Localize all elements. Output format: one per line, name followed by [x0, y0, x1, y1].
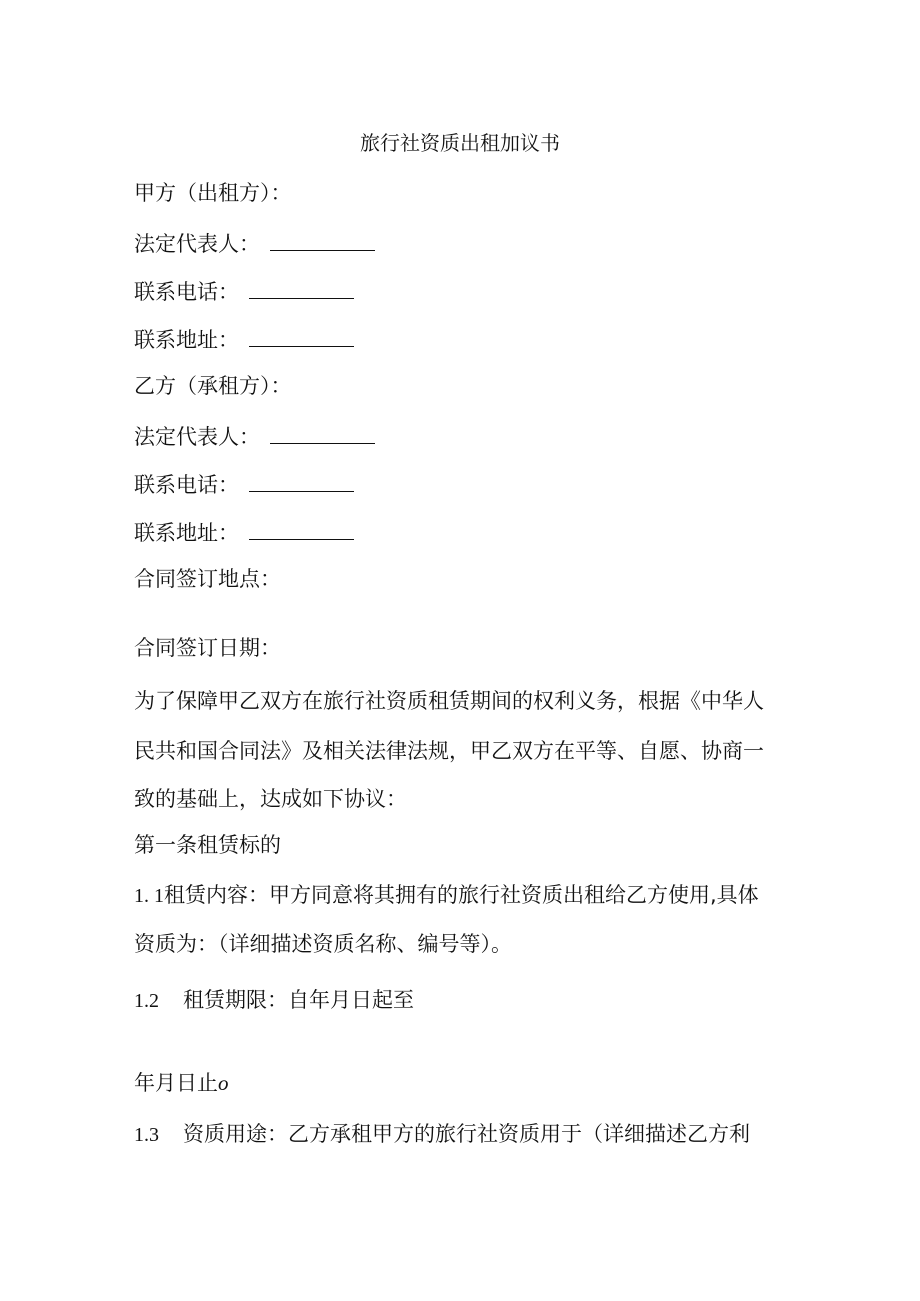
article1-item2-text: 租赁期限：自年月日起至 [183, 988, 414, 1012]
party-a-heading: 甲方（出租方）： [134, 181, 292, 205]
preamble-line-3: 致的基础上，达成如下协议： [134, 787, 407, 811]
party-a-phone-blank[interactable] [249, 278, 354, 299]
party-a-address-blank[interactable] [249, 326, 354, 347]
party-b-heading: 乙方（承租方）： [134, 374, 292, 398]
article1-item2-cont-text: 年月日止 [134, 1071, 218, 1095]
article1-item2-number: 1.2 [134, 990, 159, 1012]
preamble-line-2: 民共和国合同法》及相关法律法规，甲乙双方在平等、自愿、协商一 [134, 739, 764, 763]
article1-item2-line [134, 988, 414, 1013]
party-b-rep-row [134, 423, 375, 449]
document-title: 旅行社资质出租加议书 [360, 131, 560, 155]
article1-item2-end-mark: o [218, 1071, 229, 1095]
sign-place-label: 合同签订地点： [134, 567, 281, 591]
article1-heading: 第一条租赁标的 [134, 833, 281, 857]
party-a-address-label: 联系地址： [134, 328, 239, 352]
article1-item1-number: 1. 1 [134, 885, 164, 907]
party-a-rep-blank[interactable] [270, 230, 375, 251]
party-b-address-row [134, 519, 354, 545]
party-b-rep-label: 法定代表人： [134, 425, 260, 449]
preamble-line-1: 为了保障甲乙双方在旅行社资质租赁期间的权利义务，根据《中华人 [134, 689, 764, 713]
party-a-address-row [134, 326, 354, 352]
article1-item1-text-2: 资质为：（详细描述资质名称、编号等）。 [134, 932, 512, 956]
article1-item2-continuation [134, 1071, 229, 1095]
article1-item3-number: 1.3 [134, 1124, 159, 1146]
sign-date-label: 合同签订日期： [134, 636, 281, 660]
article1-item3-text: 资质用途：乙方承租甲方的旅行社资质用于（详细描述乙方利 [183, 1122, 750, 1146]
article1-item3-line [134, 1122, 750, 1147]
party-b-address-label: 联系地址： [134, 521, 239, 545]
party-b-phone-label: 联系电话： [134, 473, 239, 497]
party-b-phone-row [134, 471, 354, 497]
party-b-rep-blank[interactable] [270, 423, 375, 444]
article1-item1-line-1 [134, 883, 759, 908]
party-a-phone-row [134, 278, 354, 304]
party-a-rep-row [134, 230, 375, 256]
party-b-address-blank[interactable] [249, 519, 354, 540]
party-a-rep-label: 法定代表人： [134, 232, 260, 256]
party-a-phone-label: 联系电话： [134, 280, 239, 304]
article1-item1-text-1: 租赁内容：甲方同意将其拥有的旅行社资质出租给乙方使用,具体 [164, 883, 759, 907]
party-b-phone-blank[interactable] [249, 471, 354, 492]
